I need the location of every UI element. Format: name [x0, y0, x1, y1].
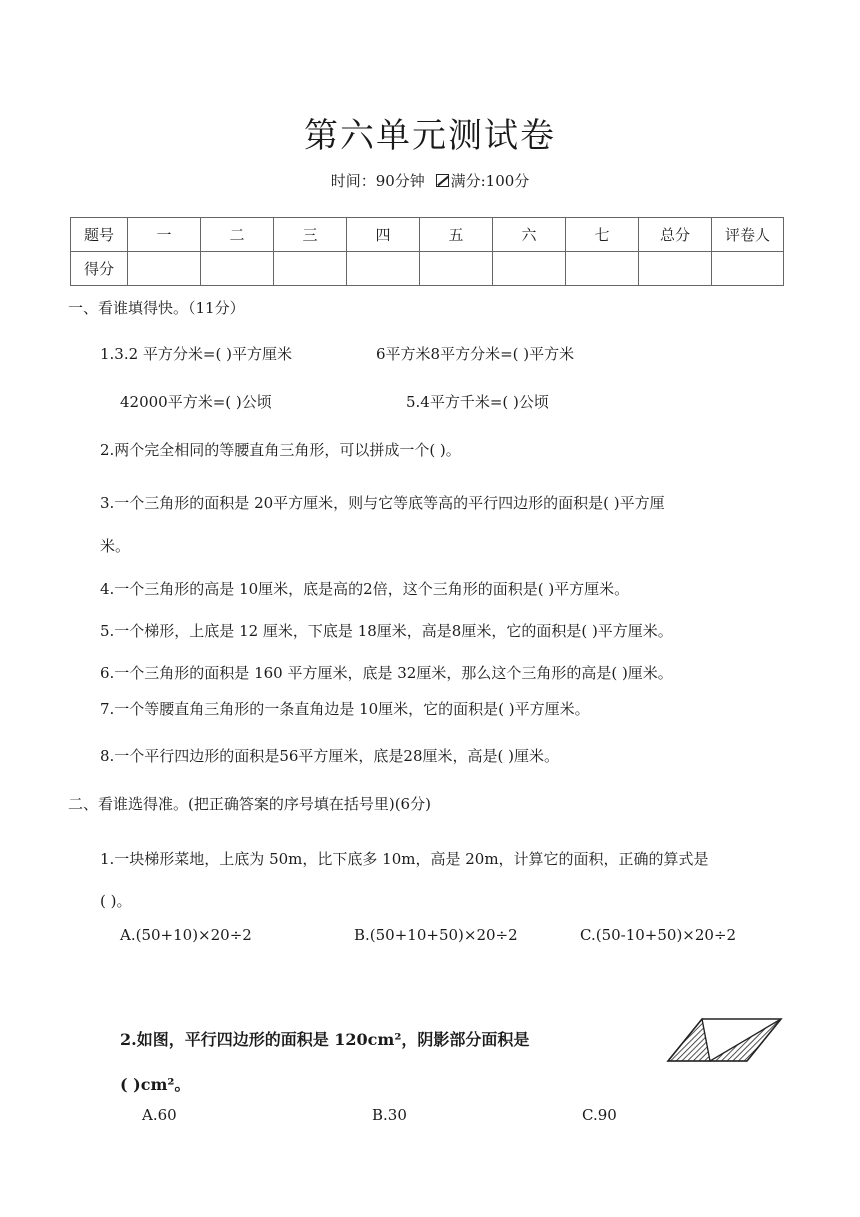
page-title: 第六单元测试卷 — [304, 116, 556, 156]
checkbox-icon — [436, 174, 449, 187]
table-cell: 二 — [201, 218, 274, 252]
table-cell: 一 — [128, 218, 201, 252]
score-cell[interactable] — [274, 252, 347, 286]
mc-question-1b: ( )。 — [100, 892, 132, 910]
score-cell[interactable] — [639, 252, 712, 286]
score-table-score-row — [71, 252, 784, 286]
mc-question-2a: 2.如图，平行四边形的面积是 120cm²，阴影部分面积是 — [120, 1030, 530, 1049]
time-limit: 时间：90分钟 — [330, 172, 425, 190]
table-cell: 五 — [420, 218, 493, 252]
question-1a: 1.3.2 平方分米=( )平方厘米 — [100, 345, 292, 363]
table-cell: 评卷人 — [712, 218, 784, 252]
table-cell: 四 — [347, 218, 420, 252]
question-1c: 42000平方米=( )公顷 — [120, 393, 272, 411]
question-7: 7.一个等腰直角三角形的一条直角边是 10厘米，它的面积是( )平方厘米。 — [100, 700, 590, 718]
question-6: 6.一个三角形的面积是 160 平方厘米，底是 32厘米，那么这个三角形的高是( )厘米。 — [100, 664, 673, 682]
question-2: 2.两个完全相同的等腰直角三角形，可以拼成一个( )。 — [100, 441, 461, 459]
section2-heading: 二、看谁选得准。(把正确答案的序号填在括号里)(6分) — [68, 795, 431, 813]
option-b: B.30 — [372, 1106, 407, 1124]
parallelogram-figure — [664, 1016, 786, 1066]
score-cell[interactable] — [566, 252, 639, 286]
table-cell: 三 — [274, 218, 347, 252]
question-3a: 3.一个三角形的面积是 20平方厘米，则与它等底等高的平行四边形的面积是( )平方厘 — [100, 494, 665, 512]
mc-question-2b: ( )cm²。 — [120, 1075, 191, 1094]
table-cell: 六 — [493, 218, 566, 252]
question-1b: 6平方米8平方分米=( )平方米 — [376, 345, 575, 363]
question-3b: 米。 — [100, 537, 131, 555]
score-table-header-row — [71, 218, 784, 252]
question-4: 4.一个三角形的高是 10厘米，底是高的2倍，这个三角形的面积是( )平方厘米。 — [100, 580, 630, 598]
option-c: C.(50-10+50)×20÷2 — [580, 926, 737, 944]
score-cell[interactable] — [712, 252, 784, 286]
table-cell: 总分 — [639, 218, 712, 252]
score-cell[interactable] — [201, 252, 274, 286]
option-b: B.(50+10+50)×20÷2 — [354, 926, 518, 944]
option-c: C.90 — [582, 1106, 617, 1124]
score-cell[interactable] — [128, 252, 201, 286]
question-1d: 5.4平方千米=( )公顷 — [406, 393, 549, 411]
question-8: 8.一个平行四边形的面积是56平方厘米，底是28厘米，高是( )厘米。 — [100, 747, 559, 765]
score-cell[interactable] — [420, 252, 493, 286]
question-5: 5.一个梯形，上底是 12 厘米，下底是 18厘米，高是8厘米，它的面积是( )平方厘米。 — [100, 622, 673, 640]
option-a: A.60 — [142, 1106, 177, 1124]
exam-info — [0, 170, 860, 191]
score-cell[interactable] — [347, 252, 420, 286]
table-cell: 题号 — [71, 218, 128, 252]
table-cell: 得分 — [71, 252, 128, 286]
full-score: 满分:100分 — [450, 172, 530, 190]
option-a: A.(50+10)×20÷2 — [120, 926, 252, 944]
section1-heading: 一、看谁填得快。（11分） — [68, 299, 245, 317]
mc-question-1a: 1.一块梯形菜地，上底为 50m，比下底多 10m，高是 20m，计算它的面积，正确的算式是 — [100, 850, 709, 868]
score-cell[interactable] — [493, 252, 566, 286]
table-cell: 七 — [566, 218, 639, 252]
score-table — [70, 217, 784, 286]
